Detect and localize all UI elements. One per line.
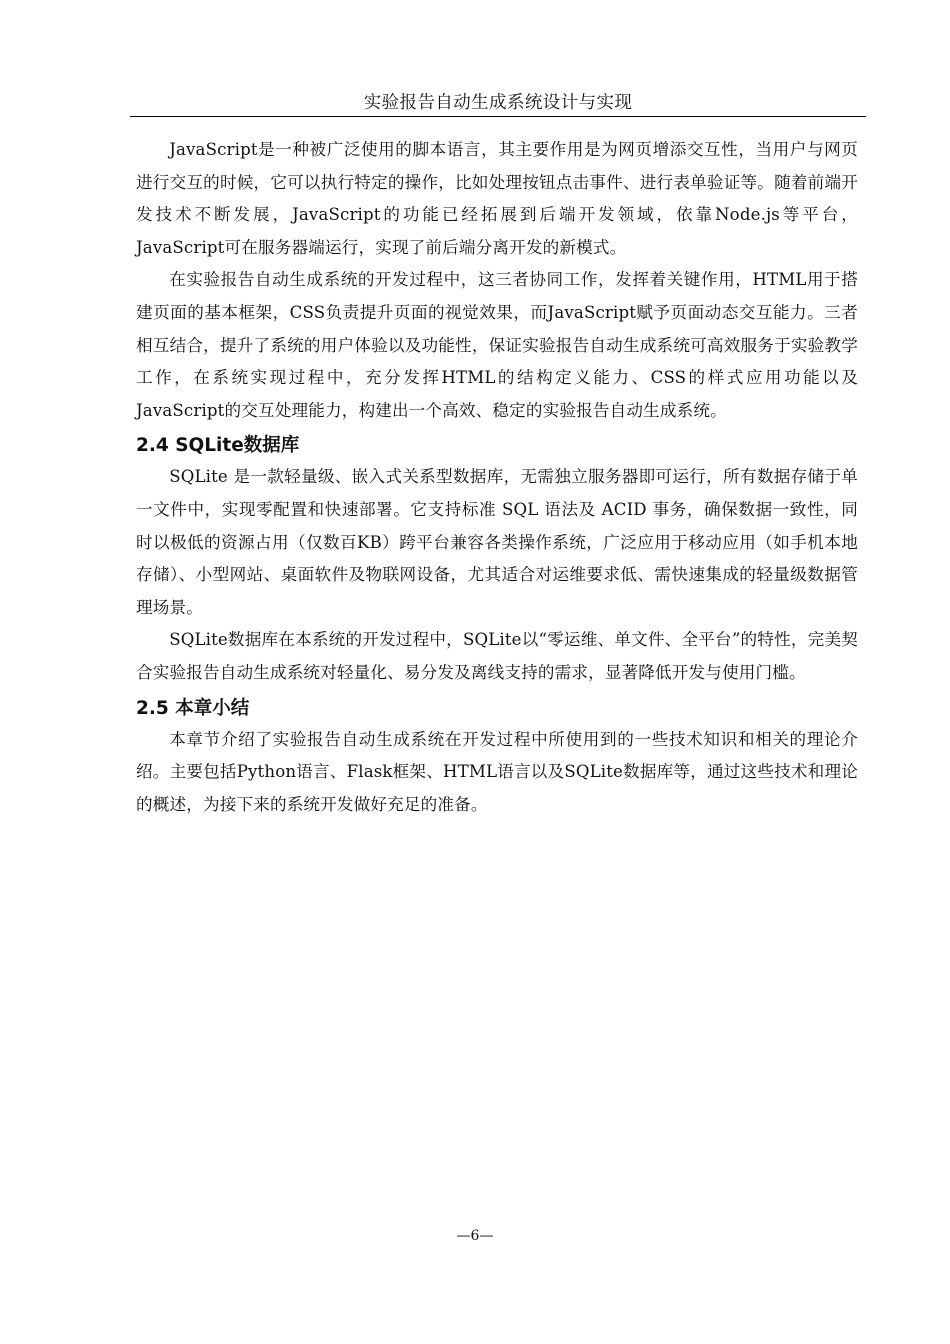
page-body: [136, 134, 858, 821]
paragraph-chapter-summary: 本章节介绍了实验报告自动生成系统在开发过程中所使用到的一些技术知识和相关的理论介绍。主要包括Python语言、Flask框架、HTML语言以及SQLite数据库等，通过这些技术和理论的概述，为接下来的系统开发做好充足的准备。: [136, 729, 858, 814]
section-heading-sqlite: 2.4 SQLite数据库: [136, 435, 300, 457]
paragraph-three-technologies: 在实验报告自动生成系统的开发过程中，这三者协同工作，发挥着关键作用，HTML用于搭建页面的基本框架，CSS负责提升页面的视觉效果，而JavaScript赋予页面动态交互能力。三者相互结合，提升了系统的用户体验以及功能性，保证实验报告自动生成系统可高效服务于实验教学工作，在系统实现过程中，充分发挥HTML的结构定义能力、CSS的样式应用功能以及JavaScript的交互处理能力，构建出一个高效、稳定的实验报告自动生成系统。: [136, 270, 858, 420]
page-number: —6—: [456, 1228, 494, 1244]
section-heading-summary: 2.5 本章小结: [136, 697, 250, 719]
running-header: 实验报告自动生成系统设计与实现: [130, 92, 866, 117]
paragraph-sqlite-intro: SQLite 是一款轻量级、嵌入式关系型数据库，无需独立服务器即可运行，所有数据存储于单一文件中，实现零配置和快速部署。它支持标准 SQL 语法及 ACID 事务，确保数据一致性，同时以极低的资源占用（仅数百KB）跨平台兼容各类操作系统，广泛应用于移动应用（如手机本地存储）、小型网站、桌面软件及物联网设备，尤其适合对运维要求低、需快速集成的轻量级数据管理场景。: [136, 467, 858, 617]
paragraph-javascript: JavaScript是一种被广泛使用的脚本语言，其主要作用是为网页增添交互性，当用户与网页进行交互的时候，它可以执行特定的操作，比如处理按钮点击事件、进行表单验证等。随着前端开发技术不断发展，JavaScript的功能已经拓展到后端开发领域，依靠Node.js等平台，JavaScript可在服务器端运行，实现了前后端分离开发的新模式。: [136, 140, 858, 257]
paragraph-sqlite-usage: SQLite数据库在本系统的开发过程中，SQLite以“零运维、单文件、全平台”的特性，完美契合实验报告自动生成系统对轻量化、易分发及离线支持的需求，显著降低开发与使用门槛。: [136, 630, 858, 682]
